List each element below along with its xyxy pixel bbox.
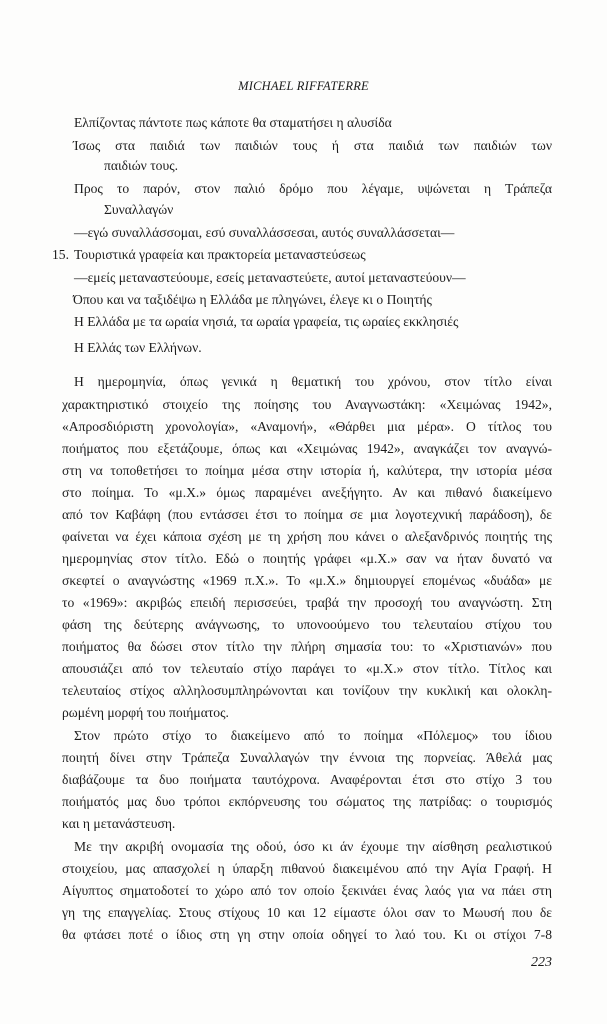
prose-line: Η ημερομηνία, όπως γενικά η θεματική του χρόνου, στον τίτλο είναι (74, 374, 552, 389)
prose-line: διαβάζουμε τα δυο ποιήματα ταυτόχρονα. Αναφέρονται έτσι στο στίχο 3 του (62, 772, 552, 787)
poem-line: Ελπίζοντας πάντοτε πως κάποτε θα σταματήσει η αλυσίδα (74, 115, 392, 130)
prose-line: από τον Καβάφη (που εντάσσει έτσι το ποίημα σε μια λογοτεχνική παράδοση), δε (62, 507, 552, 522)
prose-line: θα φτάσει ποτέ ο ίδιος στη γη στην οποία οδηγεί το λαό του. Κι οι στίχοι 7-8 (62, 927, 552, 942)
prose-line: Στον πρώτο στίχο το διακείμενο από το ποίημα «Πόλεμος» του ίδιου (74, 728, 552, 743)
page-number: 223 (531, 955, 552, 970)
prose-line: ημερομηνίας στον τίτλο. Εδώ ο ποιητής γράφει «μ.Χ.» σαν να ήταν δυνατό να (62, 551, 552, 566)
prose-line: σκεφτεί ο αναγνώστης «1969 π.Χ.». Το «μ.Χ.» δημιουργεί επομένως «δυάδα» με (62, 573, 552, 588)
prose-line: στοιχείου, μας απασχολεί η ύπαρξη πιθανού διακειμένου από την Αγία Γραφή. Η (62, 861, 552, 876)
poem-line: Προς το παρόν, στον παλιό δρόμο που λέγαμε, υψώνεται η Τράπεζα (74, 181, 552, 196)
poem-line: —εγώ συναλλάσσομαι, εσύ συναλλάσσεσαι, αυτός συναλλάσσεται— (74, 225, 455, 240)
prose-line: ποιήματος θα δώσει στον τίτλο την πλήρη σημασία του: το «Χριστιανών» που (62, 639, 552, 654)
poem-line: Ίσως στα παιδιά των παιδιών τους ή στα παιδιά των παιδιών των (73, 138, 552, 153)
prose-line: ρωμένη μορφή του ποιήματος. (62, 705, 229, 720)
prose-line: στο ποίημα. Το «μ.Χ.» όμως παραμένει ανεξήγητο. Αν και πιθανό διακείμενο (62, 485, 552, 500)
poem-line-continuation: Συναλλαγών (104, 202, 174, 217)
prose-line: στη να τοποθετήσει το ποίημα μέσα στην ιστορία ή, καλύτερα, την ιστορία μέσα (62, 463, 552, 478)
poem-line-number: 15. (52, 247, 69, 262)
poem-line: Η Ελλάς των Ελλήνων. (74, 340, 202, 355)
prose-line: και η μετανάστευση. (62, 816, 176, 831)
prose-line: ποιήματός μας δυο τρόποι εκπόρνευσης του σώματος της πατρίδας: ο τουρισμός (62, 794, 552, 809)
prose-line: ποιητή δίνει στην Τράπεζα Συναλλαγών την έννοια της πορνείας. Άθελά μας (62, 750, 552, 765)
poem-line: —εμείς μεταναστεύουμε, εσείς μεταναστεύετε, αυτοί μεταναστεύουν— (74, 270, 466, 285)
poem-line-continuation: παιδιών τους. (104, 158, 178, 173)
poem-line: Όπου και να ταξιδέψω η Ελλάδα με πληγώνει, έλεγε κι ο Ποιητής (73, 292, 432, 307)
prose-line: Με την ακριβή ονομασία της οδού, όσο κι άν έχουμε την αίσθηση ρεαλιστικού (74, 839, 552, 854)
prose-line: ποιήματος που εξετάζουμε, όπως και «Χειμώνας 1942», αναγκάζει τον αναγνώ- (62, 441, 552, 456)
prose-line: γη της επαγγελίας. Στους στίχους 10 και 12 είμαστε όλοι σαν το Μωυσή που δε (62, 905, 552, 920)
prose-line: τελευταίος στίχος αλληλοσυμπληρώνονται και τονίζουν την κυκλική και ολοκλη- (62, 683, 552, 698)
prose-line: χαρακτηριστικό στοιχείο της ποίησης του Αναγνωστάκη: «Χειμώνας 1942», (62, 397, 552, 412)
prose-line: «Απροσδιόριστη χρονολογία», «Αναμονή», «Θάρθει μια μέρα». Ο τίτλος του (62, 419, 552, 434)
prose-line: φαίνεται να έχει κάποια σχέση με τη χρήση που κάνει ο αλεξανδρινός ποιητής της (62, 529, 552, 544)
prose-line: απουσιάζει από τον τελευταίο στίχο παράγει το «μ.Χ.» στον τίτλο. Τίτλος και (62, 661, 552, 676)
poem-line: Τουριστικά γραφεία και πρακτορεία μεταναστεύσεως (74, 247, 366, 262)
running-head: MICHAEL RIFFATERRE (238, 79, 369, 93)
prose-line: το «1969»: ακριβώς επειδή περισσεύει, τραβά την προσοχή του αναγνώστη. Στη (62, 595, 552, 610)
poem-line: Η Ελλάδα με τα ωραία νησιά, τα ωραία γραφεία, τις ωραίες εκκλησιές (74, 314, 459, 329)
prose-line: φάση της δεύτερης ανάγνωσης, το υπονοούμενο του τελευταίου στίχου του (62, 617, 552, 632)
prose-line: Αίγυπτος σηματοδοτεί το χώρο από τον οποίο ξεκινάει ένας λαός για να πάει στη (62, 883, 552, 898)
